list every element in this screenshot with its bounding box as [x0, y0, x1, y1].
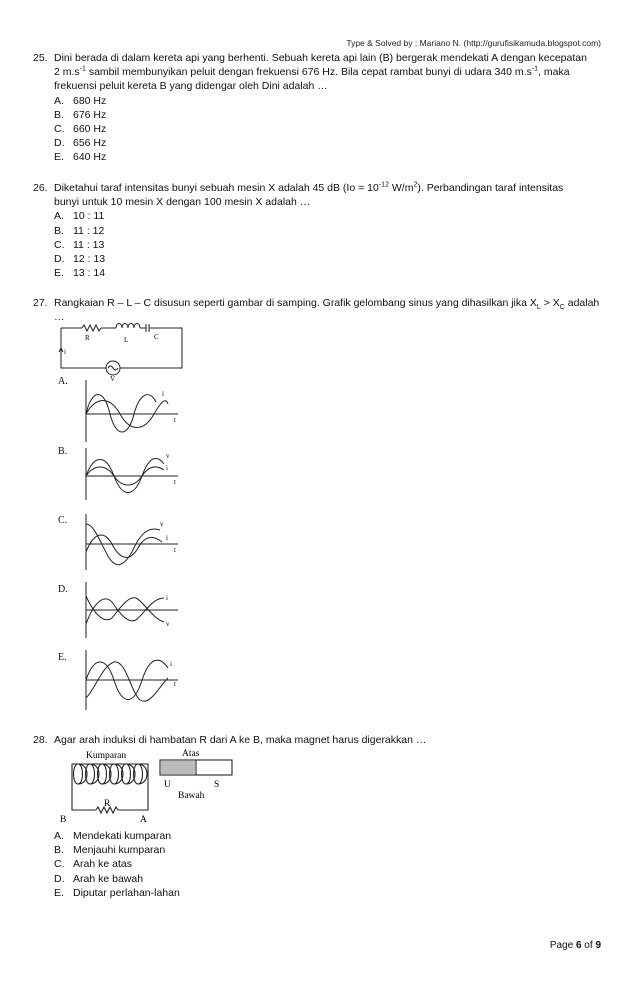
svg-text:R: R: [104, 799, 111, 809]
svg-text:Kumparan: Kumparan: [86, 751, 127, 761]
question-number: 25.: [33, 52, 48, 64]
capacitor-symbol: [146, 324, 149, 332]
option-c: C. 660 Hz: [54, 123, 107, 136]
resistor-symbol: [82, 325, 101, 331]
svg-text:v: v: [160, 520, 164, 528]
svg-text:i: i: [166, 534, 168, 542]
option-b: B. Menjauhi kumparan: [54, 844, 166, 857]
current-wave: [86, 535, 162, 557]
question-number: 26.: [33, 182, 48, 194]
question-25: [33, 51, 603, 165]
svg-text:t: t: [174, 478, 176, 486]
question-number: 27.: [33, 297, 48, 309]
option-c: C. Arah ke atas: [54, 858, 132, 871]
option-a: A. Mendekati kumparan: [54, 830, 172, 842]
svg-text:v: v: [166, 620, 170, 628]
option-e: E. 640 Hz: [54, 151, 107, 164]
svg-text:S: S: [214, 780, 220, 790]
page-header: Type & Solved by : Mariano N. (http://gurufisikamuda.blogspot.com): [346, 38, 601, 48]
question-28-options: [33, 829, 603, 900]
question-text: Diketahui taraf intensitas bunyi sebuah mesin X adalah 45 dB ($Io = 10^{-12}$ $W/m^2$). Perbandingan taraf intensitas bunyi untuk 10 mesin X dengan 100 mesin X adalah …: [54, 181, 564, 209]
svg-text:i: i: [64, 348, 66, 356]
svg-text:V: V: [110, 375, 116, 382]
option-e: E. Diputar perlahan-lahan: [54, 886, 180, 899]
option-c: C. 11 : 13: [54, 238, 105, 251]
option-d: D. 656 Hz: [54, 137, 107, 150]
option-b: B. 676 Hz: [54, 108, 107, 121]
graph-option-c: [78, 512, 188, 572]
svg-text:C: C: [154, 333, 159, 341]
svg-text:Atas: Atas: [182, 749, 200, 759]
option-d: D. 12 : 13: [54, 253, 106, 266]
graph-label-c: C.: [58, 515, 68, 526]
option-b: B. 11 : 12: [54, 224, 105, 237]
graph-option-d: [78, 580, 188, 640]
voltage-wave: [86, 458, 164, 492]
svg-text:L: L: [124, 336, 129, 344]
svg-text:i: i: [166, 464, 168, 472]
graph-option-e: [78, 648, 188, 712]
svg-text:i: i: [162, 390, 164, 398]
voltage-wave: [86, 395, 156, 433]
question-text: Rangkaian R – L – C disusun seperti gambar di samping. Grafik gelombang sinus yang dihasilkan jika $X_L > X_C$ adalah …: [54, 297, 600, 324]
option-a: A. 680 Hz: [54, 94, 107, 107]
answer-options: [54, 209, 603, 280]
svg-text:R: R: [85, 334, 90, 342]
question-26: [33, 181, 603, 280]
inductor-symbol: [116, 324, 140, 329]
question-text: Dini berada di dalam kereta api yang berhenti. Sebuah kereta api lain (B) bergerak mendekati A dengan kecepatan 2 $m.s^{-1}$ sambil membunyikan peluit dengan frekuensi 676 Hz. Bila cepat rambat bunyi di udara 340 $m.s^{-1}$, maka frekuensi peluit kereta B yang didengar oleh Dini adalah …: [54, 52, 587, 93]
svg-text:i: i: [170, 660, 172, 668]
graph-option-a: [78, 378, 188, 444]
svg-text:t: t: [174, 416, 176, 424]
graph-label-a: A.: [58, 376, 68, 387]
svg-text:A: A: [140, 815, 147, 825]
coil-magnet-diagram: [56, 746, 246, 826]
current-wave: [86, 662, 168, 701]
graph-label-b: B.: [58, 446, 68, 457]
answer-options: [54, 94, 603, 165]
svg-text:U: U: [164, 780, 171, 790]
svg-text:t: t: [174, 546, 176, 554]
svg-text:v: v: [166, 452, 170, 460]
question-text: Agar arah induksi di hambatan R dari A ke B, maka magnet harus digerakkan …: [54, 734, 427, 746]
svg-text:Bawah: Bawah: [178, 791, 205, 801]
answer-options: [54, 829, 603, 900]
option-a: A. 10 : 11: [54, 210, 105, 223]
svg-text:i: i: [166, 594, 168, 602]
option-e: E. 13 : 14: [54, 267, 106, 280]
svg-text:t: t: [174, 680, 176, 688]
coil-symbol: [72, 764, 148, 784]
rlc-circuit-diagram: [58, 322, 188, 382]
svg-text:B: B: [60, 815, 67, 825]
graph-option-b: [78, 446, 188, 502]
option-d: D. Arah ke bawah: [54, 872, 144, 885]
graph-label-e: E.: [58, 652, 67, 663]
question-number: 28.: [33, 734, 48, 746]
graph-label-d: D.: [58, 584, 68, 595]
question-27: [33, 296, 603, 324]
page-footer: Page 6 of 9: [549, 940, 601, 951]
